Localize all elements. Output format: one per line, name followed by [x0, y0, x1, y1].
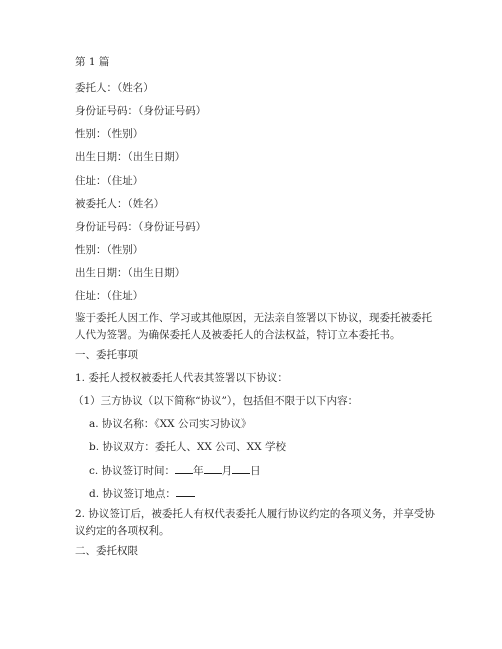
agreement-date-label: c. 协议签订时间：	[89, 465, 176, 477]
chapter-title: 第 1 篇	[75, 56, 110, 68]
agreement-name: a. 协议名称：《XX 公司实习协议》	[89, 418, 252, 430]
agent-birth: 出生日期：（出生日期）	[75, 267, 186, 279]
principal-birth: 出生日期：（出生日期）	[75, 151, 186, 163]
agreement-date	[89, 463, 261, 478]
section1-item2: 2. 协议签订后，被委托人有权代表委托人履行协议约定的各项义务，并享受协议约定的各项权利。	[75, 508, 435, 537]
place-blank	[176, 486, 195, 497]
principal-gender: 性别：（性别）	[75, 128, 144, 140]
intro-paragraph: 鉴于委托人因工作、学习或其他原因，无法亲自签署以下协议，现委托被委托人代为签署。为确保委托人及被委托人的合法权益，特订立本委托书。	[75, 312, 432, 341]
principal-name: 委托人：（姓名）	[75, 82, 154, 94]
agent-address: 住址：（住址）	[75, 290, 144, 302]
day-label: 日	[250, 465, 261, 477]
month-blank	[204, 463, 222, 474]
agent-gender: 性别：（性别）	[75, 244, 144, 256]
month-label: 月	[221, 465, 233, 477]
agent-name: 被委托人：（姓名）	[75, 198, 165, 210]
year-blank	[175, 463, 193, 474]
section1-item1: 1. 委托人授权被委托人代表其签署以下协议：	[75, 372, 288, 384]
section1-heading: 一、委托事项	[75, 349, 138, 361]
principal-id: 身份证号码：（身份证号码）	[75, 105, 207, 117]
year-label: 年	[193, 465, 204, 477]
day-blank	[232, 463, 250, 474]
agreement-place	[89, 486, 195, 501]
section1-sub1: （1）三方协议（以下简称“协议”），包括但不限于以下内容：	[73, 395, 359, 407]
agent-id: 身份证号码：（身份证号码）	[75, 221, 207, 233]
agreement-place-label: d. 协议签订地点：	[89, 488, 176, 500]
principal-address: 住址：（住址）	[75, 175, 144, 187]
agreement-parties: b. 协议双方：委托人、XX 公司、XX 学校	[89, 441, 286, 453]
section2-heading: 二、委托权限	[75, 545, 138, 557]
